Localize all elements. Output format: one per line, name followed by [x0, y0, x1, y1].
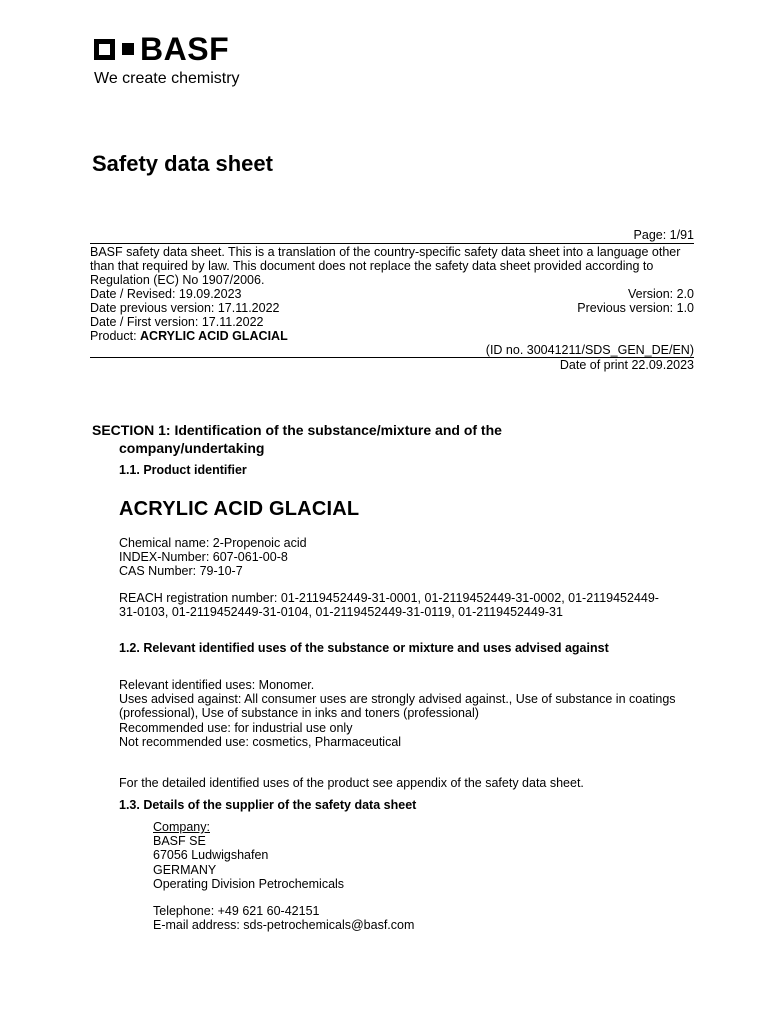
cas-number: CAS Number: 79-10-7	[119, 564, 243, 579]
company-label: Company:	[153, 820, 210, 834]
logo-wordmark: BASF	[140, 31, 230, 67]
logo-square-filled-icon	[122, 43, 134, 55]
product-name: ACRYLIC ACID GLACIAL	[140, 329, 288, 343]
page-title: Safety data sheet	[92, 151, 273, 176]
subsection-1-2-title: 1.2. Relevant identified uses of the substance or mixture and uses advised against	[119, 641, 609, 655]
date-first-version: Date / First version: 17.11.2022	[90, 315, 264, 329]
telephone: Telephone: +49 621 60-42151	[153, 904, 320, 918]
reach-line-1: REACH registration number: 01-2119452449-31-0001, 01-2119452449-31-0002, 01-2119452449-	[119, 591, 659, 605]
uses-relevant: Relevant identified uses: Monomer.	[119, 678, 315, 692]
header-intro: BASF safety data sheet. This is a translation of the country-specific safety data sheet into a language other than that required by law. This document does not replace the safety data sheet provided according to Regulation (EC) No 1907/2006.	[90, 245, 681, 288]
date-revised: Date / Revised: 19.09.2023	[90, 287, 242, 301]
product-label: Product:	[90, 329, 141, 343]
date-previous: Date previous version: 17.11.2022	[90, 301, 280, 315]
reach-registration	[119, 591, 699, 619]
section-1-heading	[92, 421, 502, 457]
subsection-1-1-title: 1.1. Product identifier	[119, 463, 247, 477]
subsection-1-3-title: 1.3. Details of the supplier of the safety data sheet	[119, 798, 417, 812]
recommended-use: Recommended use: for industrial use only	[119, 720, 353, 735]
version: Version: 2.0	[627, 287, 694, 301]
date-of-print: Date of print 22.09.2023	[559, 358, 694, 372]
company-division: Operating Division Petrochemicals	[153, 876, 345, 891]
not-recommended-use: Not recommended use: cosmetics, Pharmaceutical	[119, 734, 402, 749]
supplier-address	[153, 820, 344, 891]
reach-line-2: 31-0103, 01-2119452449-31-0104, 01-2119452449-31-0119, 01-2119452449-31	[119, 605, 563, 620]
company-name: BASF SE	[153, 834, 206, 849]
chemical-name: Chemical name: 2-Propenoic acid	[119, 536, 307, 550]
company-city: 67056 Ludwigshafen	[153, 848, 269, 863]
logo-tagline: We create chemistry	[94, 70, 240, 87]
uses-against-line-2: (professional), Use of substance in inks and toners (professional)	[119, 706, 479, 721]
page-number: Page: 1/91	[633, 228, 694, 242]
product-identifier: ACRYLIC ACID GLACIAL	[119, 498, 360, 520]
id-number: (ID no. 30041211/SDS_GEN_DE/EN)	[485, 343, 694, 357]
identifier-list	[119, 536, 699, 579]
email-address: E-mail address: sds-petrochemicals@basf.com	[153, 918, 415, 933]
index-number: INDEX-Number: 607-061-00-8	[119, 550, 288, 565]
previous-version: Previous version: 1.0	[577, 301, 694, 315]
header-revision-row	[90, 287, 694, 301]
logo-square-outline-icon	[94, 39, 115, 60]
supplier-contact	[153, 904, 414, 932]
product-line	[90, 329, 694, 343]
header-previous-row	[90, 301, 694, 315]
section-1-heading-line1: SECTION 1: Identification of the substance/mixture and of the	[92, 422, 502, 438]
uses-against-line-1: Uses advised against: All consumer uses are strongly advised against., Use of substance in coatings	[119, 692, 676, 707]
company-country: GERMANY	[153, 862, 217, 877]
header-top-rule	[90, 243, 694, 244]
uses-block	[119, 678, 699, 749]
basf-logo	[94, 31, 230, 67]
section-1-heading-line2: company/undertaking	[119, 440, 265, 456]
appendix-note: For the detailed identified uses of the product see appendix of the safety data sheet.	[119, 776, 584, 790]
